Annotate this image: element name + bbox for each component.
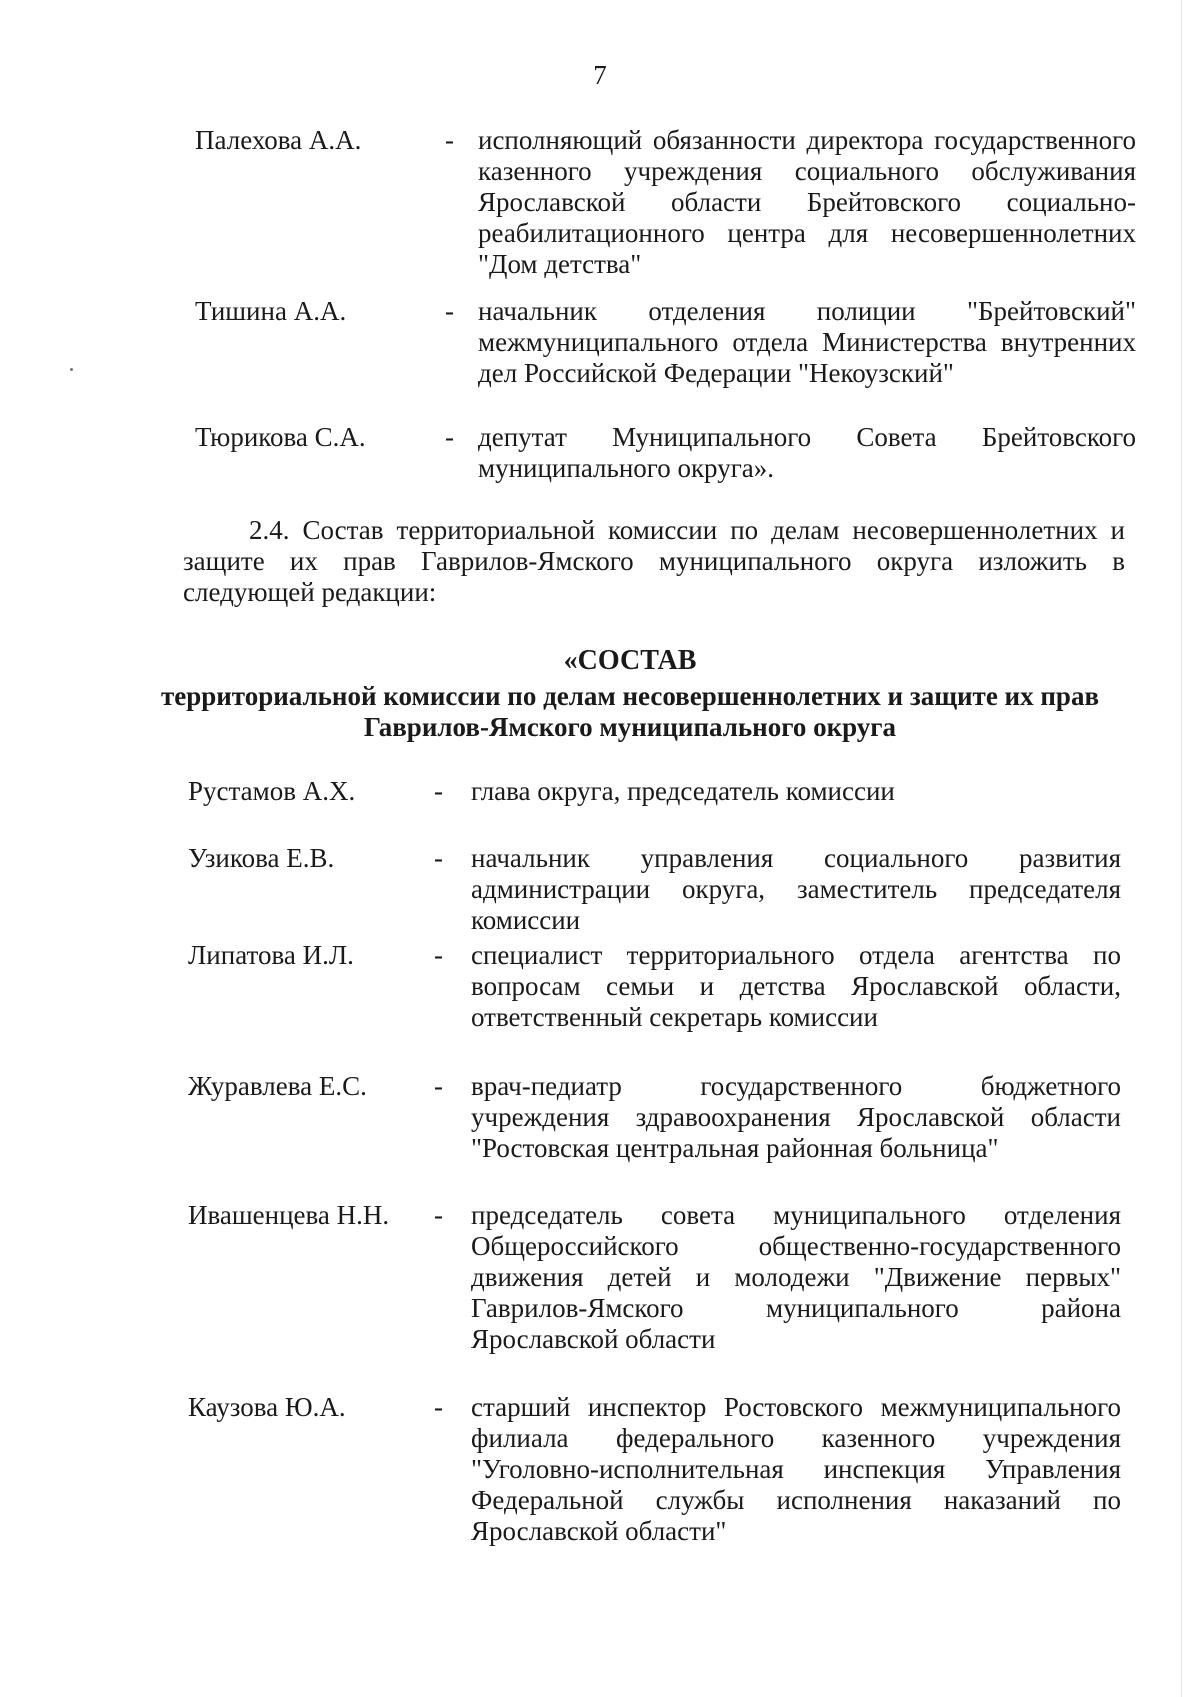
member-name: Рустамов А.Х.: [188, 776, 356, 806]
member-name: Ивашенцева Н.Н.: [188, 1200, 390, 1230]
paragraph-2-4: 2.4. Состав территориальной комиссии по делам несовершеннолетних и защите их прав Гаврилов-Ямского муниципального округа изложить в следующей редакции:: [183, 515, 1125, 607]
member-name: Тишина А.А.: [195, 296, 347, 326]
member-name: Палехова А.А.: [195, 125, 362, 155]
member-name: Тюрикова С.А.: [195, 422, 366, 452]
member-position: председатель совета муниципального отделения Общероссийского общественно-государственного движения детей и молодежи "Движение первых" Гаврилов-Ямского муниципального района Ярославской области: [471, 1200, 1121, 1354]
composition-title: «СОСТАВ: [563, 645, 697, 676]
member-name: Каузова Ю.А.: [188, 1392, 346, 1422]
member-dash: -: [434, 776, 443, 806]
member-position: депутат Муниципального Совета Брейтовского муниципального округа».: [478, 422, 1136, 483]
member-dash: -: [434, 1392, 443, 1422]
member-dash: -: [434, 1200, 443, 1230]
member-position: старший инспектор Ростовского межмуниципального филиала федерального казенного учреждения "Уголовно-исполнительная инспекция Управления Федеральной службы исполнения наказаний по Ярославской области": [471, 1392, 1121, 1546]
member-position: начальник отделения полиции "Брейтовский" межмуниципального отдела Министерства внутренних дел Российской Федерации "Некоузский": [478, 296, 1136, 388]
member-dash: -: [445, 125, 454, 155]
member-name: Журавлева Е.С.: [188, 1071, 367, 1101]
member-dash: -: [445, 296, 454, 326]
composition-subtitle: территориальной комиссии по делам несовершеннолетних и защите их прав Гаврилов-Ямского муниципального округа: [160, 681, 1100, 742]
member-dash: -: [434, 1071, 443, 1101]
member-dash: -: [445, 422, 454, 452]
scan-edge: [1181, 0, 1182, 1697]
member-position: исполняющий обязанности директора государственного казенного учреждения социального обслуживания Ярославской области Брейтовского социально-реабилитационного центра для несовершеннолетних "Дом детства": [478, 125, 1136, 279]
member-name: Липатова И.Л.: [188, 940, 354, 970]
member-dash: -: [434, 940, 443, 970]
member-position: начальник управления социального развития администрации округа, заместитель председателя комиссии: [471, 843, 1121, 935]
member-dash: -: [434, 843, 443, 873]
scan-speck: [70, 368, 73, 371]
page-number: 7: [593, 60, 607, 90]
member-position: врач-педиатр государственного бюджетного учреждения здравоохранения Ярославской области "Ростовская центральная районная больница": [471, 1071, 1121, 1163]
member-position: специалист территориального отдела агентства по вопросам семьи и детства Ярославской области, ответственный секретарь комиссии: [471, 940, 1121, 1032]
member-name: Узикова Е.В.: [188, 843, 335, 873]
member-position: глава округа, председатель комиссии: [471, 776, 895, 806]
